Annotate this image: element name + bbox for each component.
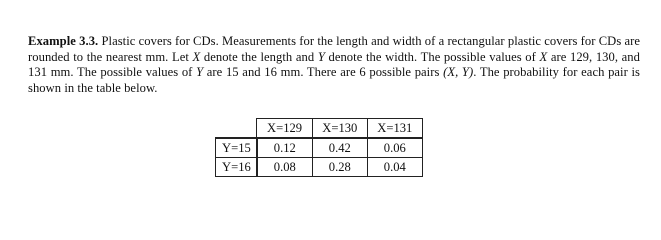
example-block [28, 34, 640, 96]
table-row [216, 158, 423, 177]
table-cell: 0.28 [312, 158, 367, 177]
column-header: X=129 [257, 119, 313, 139]
probability-table [215, 118, 423, 177]
column-header: X=131 [367, 119, 422, 139]
example-heading: Example 3.3. [28, 34, 99, 48]
table-cell: 0.04 [367, 158, 422, 177]
text-part: . The probability for each pair is shown in the table below. [28, 65, 641, 95]
table-cell: 0.12 [257, 138, 313, 158]
probability-table-container [215, 118, 423, 177]
text-part: Plastic covers for CDs. Measurements for the length and width of a rectangular plastic covers for CDs are rounded to the nearest mm. Let [28, 34, 641, 64]
variable-y: Y [196, 65, 204, 80]
text-part: are 15 and 16 mm. There are 6 possible pairs [203, 65, 444, 80]
table-cell: 0.42 [312, 138, 367, 158]
table-header-row [216, 119, 423, 139]
text-part: are 129, 130, and 131 mm. The possible values of [28, 49, 641, 80]
variable-x: X [192, 49, 201, 64]
table-corner-cell [216, 119, 257, 139]
text-part: denote the width. The possible values of [324, 49, 540, 64]
table-cell: 0.08 [257, 158, 313, 177]
table-cell: 0.06 [367, 138, 422, 158]
row-header: Y=15 [216, 138, 257, 158]
example-paragraph [28, 34, 640, 96]
text-part: denote the length and [200, 49, 318, 64]
row-header: Y=16 [216, 158, 257, 177]
pair-notation: (X, Y) [443, 65, 474, 80]
column-header: X=130 [312, 119, 367, 139]
table-row [216, 138, 423, 158]
variable-x: X [539, 49, 548, 64]
variable-y: Y [317, 49, 325, 64]
